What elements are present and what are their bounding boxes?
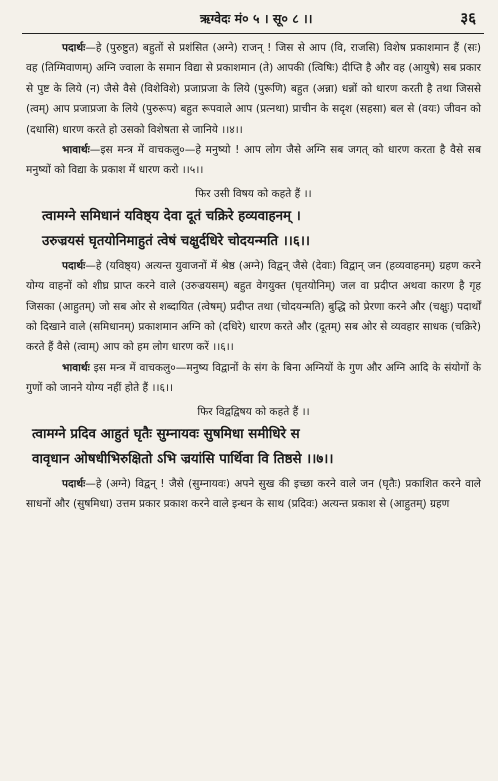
bhavartha-text: —इस मन्त्र में वाचकलु०—हे मनुष्यो ! आप लोग जैसे अग्नि सब जगत् को धारण करता है वैसे सब मनुष्यों को विद्या के प्रकाश में धारण करो ।।५।। <box>26 144 481 177</box>
padartha-text: —हे (पुरुष्टुत) बहुतों से प्रशंसित (अग्ने) राजन् ! जिस से आप (वि, राजसि) विशेष प्रकाशमान हैं (सः) वह (तिग्मिवाणम्) अग्नि ज्वाला के समान विद्या से प्रकाशमान (ते) आपकी (त्विषिः) दीप्ति है और वह (आयुषे) सब प्रकार से पुष्ट के लिये (न) जैसे वैसे (विशेविशे) प्रजाप्रजा के लिये (पुरूणि) बहुत (अन्ना) धन्नों को धारण करती है तथा जिससे (त्वम्) आप प्रजाप्रजा के लिये (पुरुरूप) बहुत रूपवाले आप (प्रत्नथा) प्राचीन के सदृश (सहसा) बल से (वयः) जीवन को (दधासि) धारण करते हो उसको विशेषता से जानिये ।।४।। <box>26 42 481 136</box>
padartha-paragraph <box>26 256 481 358</box>
section-intro: फिर विद्वद्विषय को कहते हैं ।। <box>197 405 310 418</box>
verse-line: उरुज्रयसं घृतयोनिमाहुतं त्वेषं चक्षुर्दधिरे चोदयन्मति ।।६।। <box>42 232 310 249</box>
header-rule <box>22 33 484 34</box>
page-header <box>0 8 498 34</box>
bhavartha-label: भावार्थः <box>62 361 90 374</box>
verse-line: त्वामग्ने प्रदिव आहुतं घृतैः सुम्नायवः सुषमिधा समीधिरे स <box>32 425 300 442</box>
padartha-text: —हे (यविष्ठ्य) अत्यन्त युवाजनों में श्रेष्ठ (अग्ने) विद्वन् जैसे (देवाः) विद्वान् जन (हव्यवाहनम्) ग्रहण करने योग्य वाहनों को शीघ्र प्राप्त करने वाले (उरुज्रयसम्) बहुत वेगयुक्त (घृतयोनिम्) जल वा प्रदीप्त अथवा कारण है गृह जिसका (आहुतम्) जो सब ओर से शब्दायित (त्वेषम्) प्रदीप्त तथा (चोदयन्मति) बुद्धि को प्रेरणा करने और (चक्षुः) पदार्थों को दिखाने वाले (समिधानम्) प्रकाशमान अग्नि को (दधिरे) धारण करते और (दूतम्) सब ओर से व्यवहार साधक (चक्रिरे) करते हैं वैसे (त्वाम्) आप को हम लोग धारण करें ।।६।। <box>26 259 481 354</box>
padartha-paragraph <box>26 38 481 140</box>
section-intro: फिर उसी विषय को कहते हैं ।। <box>195 187 312 200</box>
bhavartha-text: इस मन्त्र में वाचकलु०—मनुष्य विद्वानों के संग के बिना अग्नियों के गुण और अग्नि आदि के संयोगों के गुणों को जानने योग्य नहीं होते हैं ।।६।। <box>26 361 481 395</box>
padartha-paragraph <box>26 474 481 515</box>
bhavartha-paragraph <box>26 358 481 399</box>
verse-line: वावृधान ओषधीभिरुक्षितो ऽभि ज्रयांसि पार्थिवा वि तिष्ठसे ।।७।। <box>32 450 334 467</box>
padartha-label: पदार्थः <box>62 42 86 54</box>
bhavartha-paragraph <box>26 140 481 181</box>
padartha-text: —हे (अग्ने) विद्वन् ! जैसे (सुम्नायवः) अपने सुख की इच्छा करने वाले जन (घृतैः) प्रकाशित करने वाले साधनों और (सुषमिधा) उत्तम प्रकार प्रकाश करने वाले इन्धन के साथ (प्रदिवः) अत्यन्त प्रकाश से (आहुतम्) ग्रहण <box>26 477 481 511</box>
page-number: ३६ <box>460 9 476 27</box>
verse-line: त्वामग्ने समिधानं यविष्ठ्य देवा दूतं चक्रिरे हव्यवाहनम् । <box>42 207 301 224</box>
running-header: ऋग्वेदः मं० ५ । सू० ८ ।। <box>200 11 313 26</box>
padartha-label: पदार्थः <box>62 477 86 490</box>
page-body <box>26 38 481 515</box>
bhavartha-label: भावार्थः <box>62 144 90 157</box>
padartha-label: पदार्थः <box>62 259 86 272</box>
